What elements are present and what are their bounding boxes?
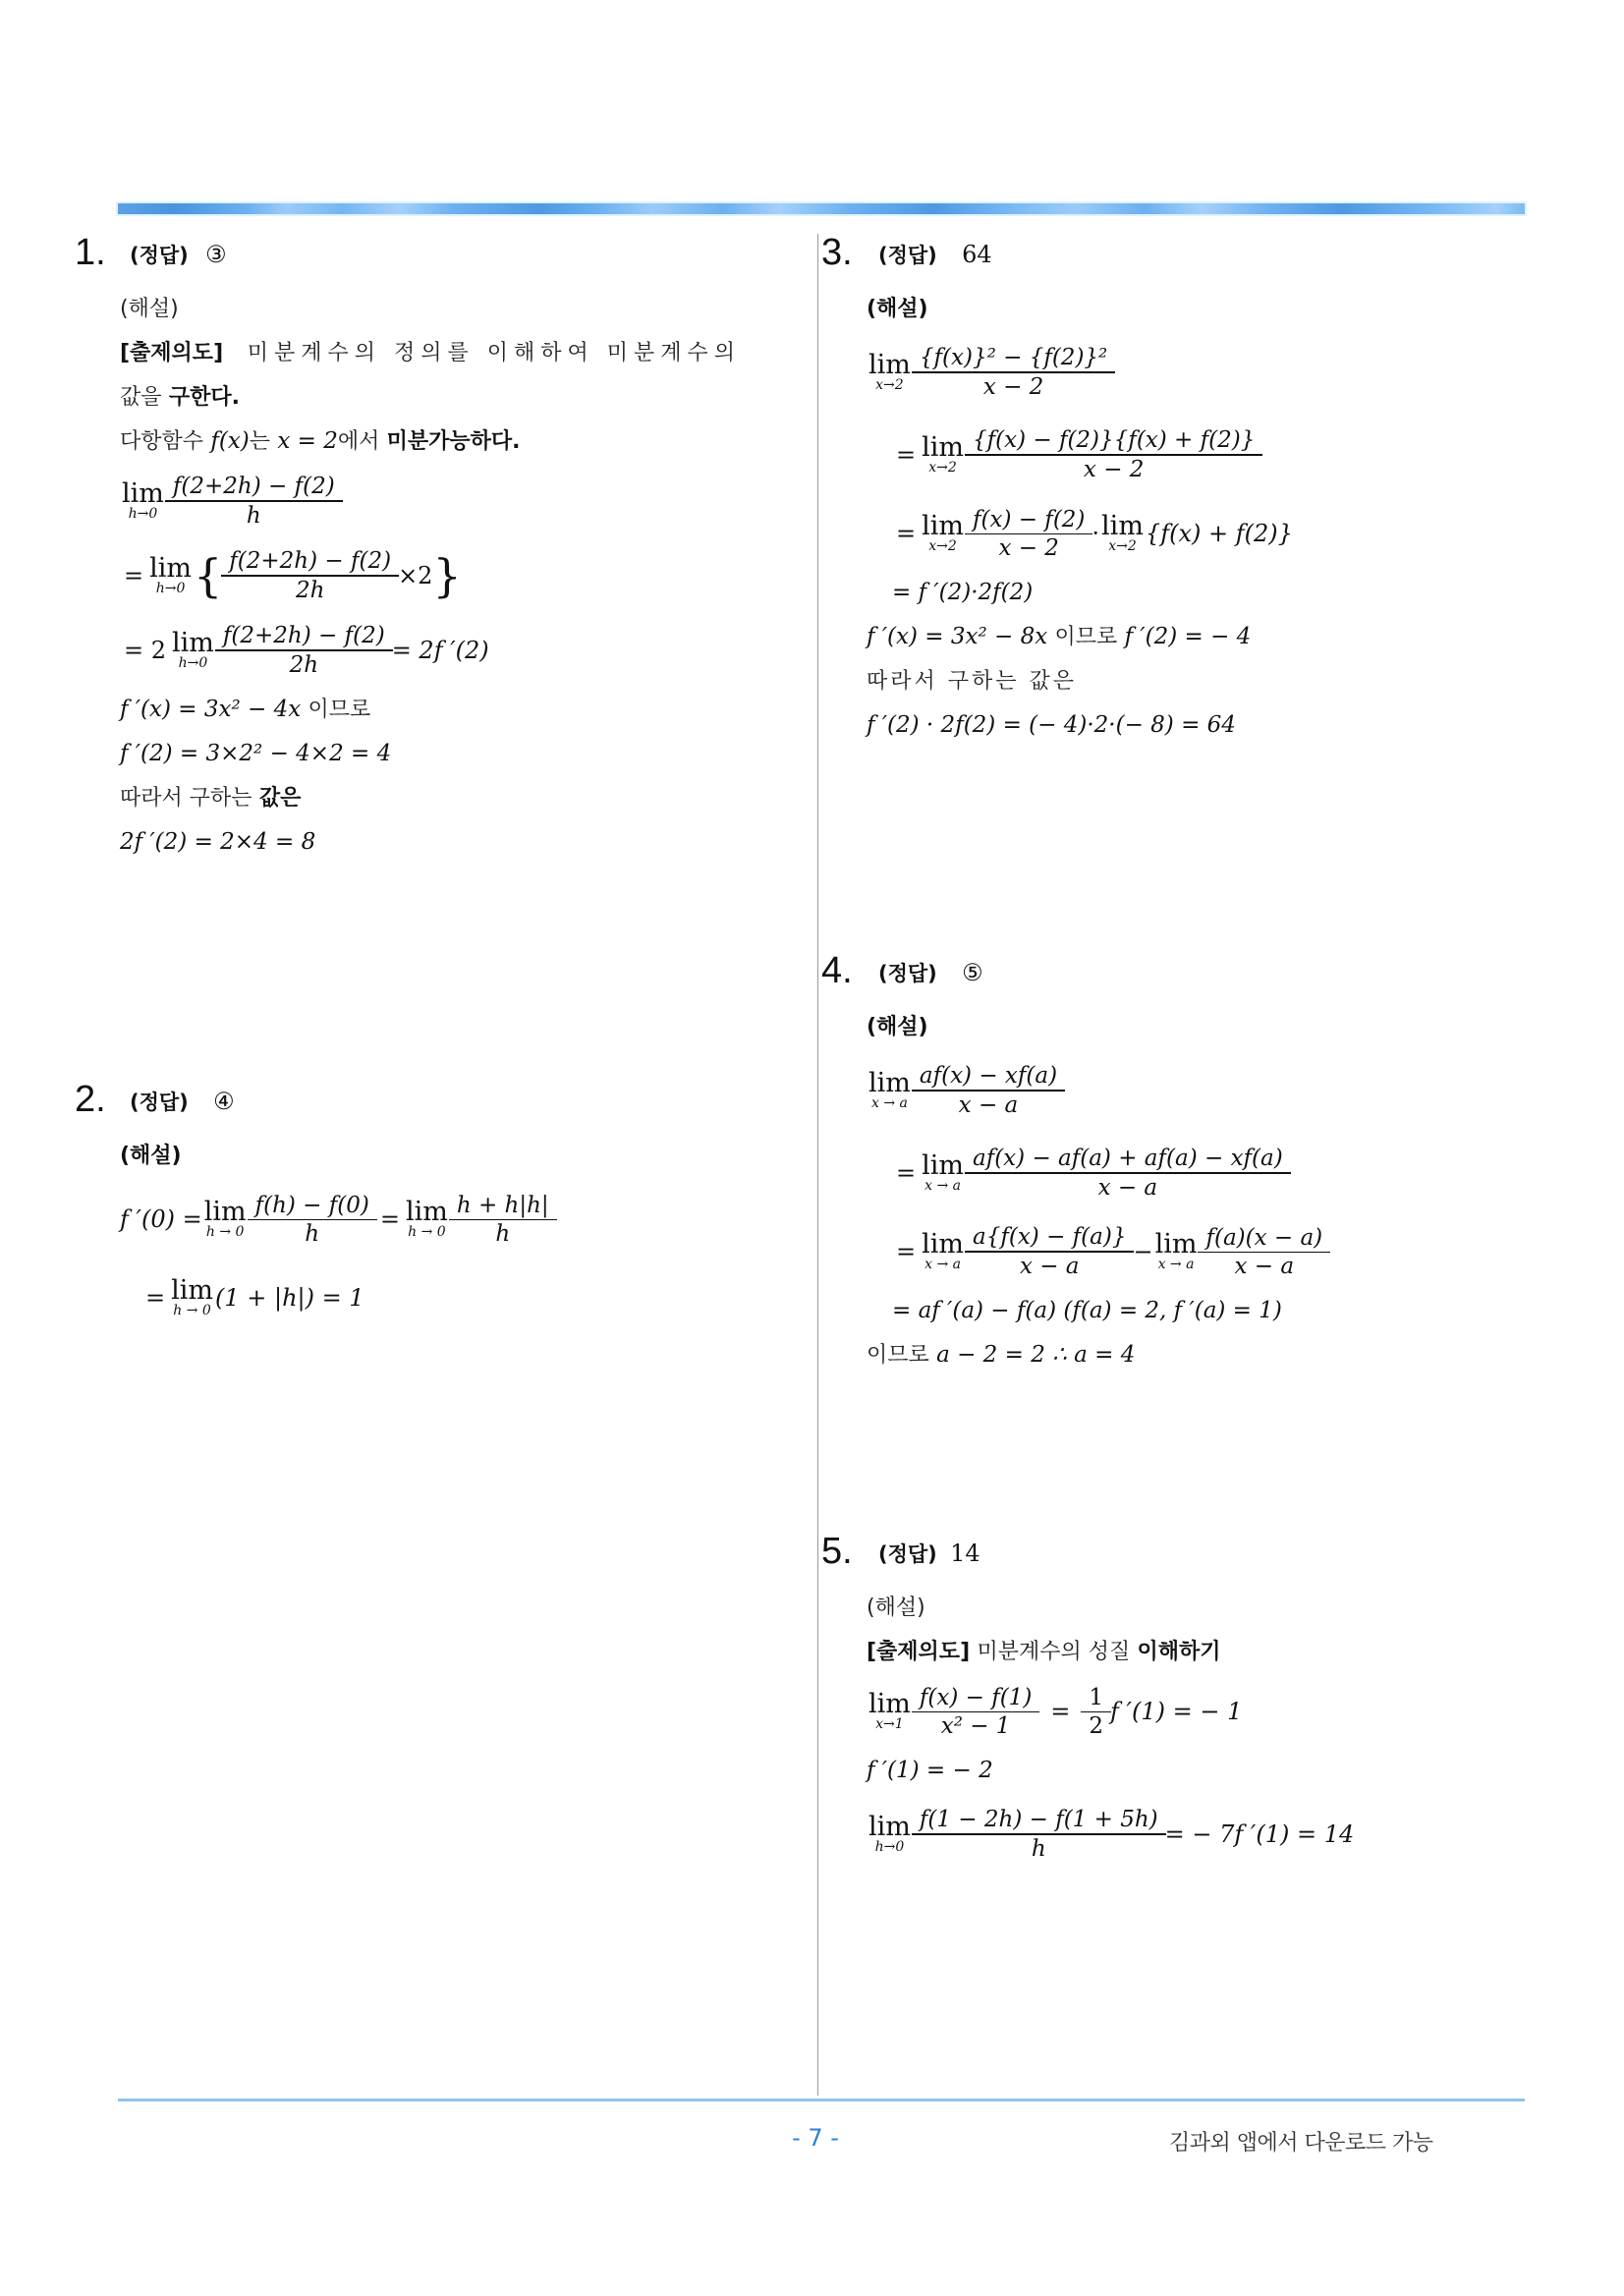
math: 2f ′(2) = 2×4 = 8	[120, 829, 316, 855]
lim: lim	[405, 1197, 448, 1227]
footer-line	[118, 2099, 1525, 2101]
result: = 2f ′(2)	[391, 636, 489, 664]
explanation-label: (해설)	[120, 1144, 182, 1168]
problem-number: 4.	[821, 950, 853, 991]
denominator: h	[165, 500, 343, 530]
math: f ′(x) = 3x² − 8x	[867, 624, 1048, 649]
explanation-label: (해설)	[867, 1596, 925, 1620]
lim-sub: x→2	[1108, 538, 1137, 554]
lim-sub: x→2	[928, 538, 957, 554]
intent-text: 미분계수의 성질	[977, 1640, 1131, 1664]
equation: = lim h→0 { $\frac{f(2+2h) - f(2)}{2h}$ ×2 }	[124, 548, 462, 603]
column-divider	[817, 234, 818, 2096]
lim-sub: x→2	[928, 460, 957, 476]
answer-label: (정답)	[130, 1091, 189, 1114]
multiplier: ×2	[398, 561, 433, 589]
math: f ′(1) = − 2	[867, 1758, 993, 1783]
denominator: 2	[1081, 1711, 1111, 1740]
lim: lim	[1101, 511, 1144, 541]
equation	[120, 1260, 556, 1335]
equation	[867, 331, 1293, 414]
numerator: f(a)(x − a)	[1205, 1224, 1323, 1251]
math: = f ′(2)·2f(2)	[892, 580, 1034, 605]
minus: −	[1133, 1237, 1153, 1265]
equation	[867, 496, 1293, 571]
lim: lim	[868, 350, 911, 380]
math: a − 2 = 2 ∴ a = 4	[936, 1342, 1136, 1368]
numerator: f(x) − f(1)	[919, 1684, 1033, 1710]
numerator: f(2+2h) − f(2)	[172, 474, 335, 499]
lim: lim	[1154, 1229, 1198, 1260]
equals: =	[379, 1204, 400, 1233]
result: (1 + |h|) = 1	[214, 1283, 364, 1312]
equation	[867, 1793, 1354, 1876]
answer-line	[878, 1539, 980, 1568]
numerator: {f(x)}² − {f(2)}²	[919, 345, 1108, 370]
lim: lim	[149, 553, 192, 584]
answer-line	[878, 240, 992, 269]
lim-sub: x→2	[875, 377, 904, 393]
explanation-label: (해설)	[120, 297, 179, 321]
lim: lim	[172, 628, 214, 658]
explanation	[867, 1005, 1329, 1377]
equation	[867, 1214, 1329, 1289]
equation	[867, 1049, 1329, 1132]
intent-text-2-bold: 구한다.	[168, 385, 240, 410]
lim: lim	[171, 1275, 213, 1306]
text: 따라서 구하는	[120, 786, 252, 811]
denominator: x − a	[965, 1172, 1291, 1202]
lim: lim	[203, 1197, 247, 1227]
answer-line	[130, 240, 227, 269]
denominator: x − 2	[965, 533, 1092, 562]
lim: lim	[922, 432, 964, 463]
numerator: af(x) − xf(a)	[919, 1063, 1058, 1089]
denominator: h	[912, 1833, 1166, 1863]
text: 에서	[337, 429, 380, 454]
text: 이므로	[1054, 625, 1118, 649]
lim: lim	[922, 1150, 964, 1181]
explanation-label: (해설)	[867, 297, 928, 321]
equals: =	[1050, 1697, 1071, 1725]
intent-label: [출제의도]	[120, 341, 224, 365]
lim-sub: h→0	[128, 506, 158, 522]
text: 이므로	[867, 1343, 929, 1368]
lim-sub: h → 0	[205, 1224, 245, 1240]
explanation	[867, 1586, 1354, 1876]
equals: =	[896, 1158, 917, 1187]
explanation	[867, 287, 1293, 748]
numerator: f(2+2h) − f(2)	[229, 548, 392, 574]
denominator: x − a	[912, 1090, 1065, 1119]
header-decorative-bar	[118, 203, 1525, 214]
lim: lim	[122, 478, 164, 509]
equation	[867, 414, 1293, 496]
denominator: x − 2	[965, 454, 1262, 483]
lim-sub: h → 0	[173, 1303, 211, 1318]
math: f ′(2) = − 4	[1124, 624, 1252, 649]
numerator: a{f(x) − f(a)}	[972, 1224, 1127, 1250]
equals: =	[896, 440, 917, 469]
lim: lim	[868, 1689, 911, 1719]
equals: =	[145, 1283, 166, 1312]
math: f(x)	[210, 428, 250, 454]
numerator: 1	[1089, 1684, 1104, 1710]
text: 이므로	[308, 698, 371, 722]
lim: lim	[922, 511, 964, 541]
result: = − 7f ′(1) = 14	[1164, 1820, 1355, 1848]
problem-number: 1.	[75, 232, 106, 273]
lim-sub: h→0	[178, 655, 208, 671]
text: 다항함수	[120, 429, 204, 454]
math: = af ′(a) − f(a) (f(a) = 2, f ′(a) = 1)	[892, 1298, 1282, 1323]
denominator: h	[248, 1219, 377, 1248]
answer-value: 14	[950, 1540, 980, 1567]
answer-value: ③	[205, 241, 227, 268]
equation	[120, 1178, 556, 1260]
lim-sub: h→0	[155, 581, 186, 596]
lim-sub: x → a	[924, 1178, 961, 1194]
math: x = 2	[277, 428, 338, 454]
lhs: f ′(0) =	[120, 1204, 202, 1233]
explanation	[120, 1134, 556, 1335]
answer-label: (정답)	[130, 244, 189, 267]
lim-sub: x→1	[875, 1716, 904, 1732]
answer-label: (정답)	[878, 244, 937, 267]
answer-value: ④	[213, 1088, 235, 1115]
lim-sub: x → a	[924, 1257, 961, 1272]
lim: lim	[868, 1068, 911, 1098]
page-number: - 7 -	[792, 2124, 839, 2152]
equation	[867, 1132, 1329, 1214]
denominator: x − a	[965, 1251, 1134, 1280]
bold-text: 미분가능하다.	[386, 429, 521, 454]
explanation-label: (해설)	[867, 1015, 928, 1039]
result: f ′(1) = − 1	[1110, 1697, 1243, 1725]
lim-sub: h→0	[874, 1839, 905, 1855]
equation	[867, 1674, 1354, 1749]
answer-label: (정답)	[878, 1542, 937, 1566]
dot: ·	[1092, 519, 1100, 547]
lim-sub: x → a	[1157, 1257, 1195, 1272]
math: f ′(x) = 3x² − 4x	[120, 697, 302, 722]
denominator: 2h	[221, 575, 399, 604]
denominator: x − 2	[912, 371, 1115, 401]
equals: =	[896, 1237, 917, 1265]
numerator: {f(x) − f(2)}{f(x) + f(2)}	[972, 427, 1256, 453]
explanation	[120, 287, 741, 865]
intent-label: [출제의도]	[867, 1640, 971, 1664]
footer-note: 김과외 앱에서 다운로드 가능	[1169, 2131, 1433, 2156]
numerator: f(x) − f(2)	[972, 506, 1086, 532]
intent-bold: 이해하기	[1137, 1640, 1221, 1664]
text: 는	[249, 429, 271, 454]
numerator: f(1 − 2h) − f(1 + 5h)	[919, 1807, 1158, 1832]
numerator: f(2+2h) − f(2)	[222, 623, 385, 648]
denominator: x − a	[1198, 1252, 1330, 1280]
term: {f(x) + f(2)}	[1145, 519, 1293, 547]
equals: =	[124, 561, 144, 589]
text: 따라서 구하는 값은	[867, 669, 1078, 694]
bold-text: 값은	[258, 786, 302, 811]
numerator: h + h|h|	[456, 1192, 549, 1218]
lim-sub: h → 0	[408, 1224, 446, 1240]
math: f ′(2) · 2f(2) = (− 4)·2·(− 8) = 64	[867, 712, 1236, 738]
denominator: h	[449, 1219, 557, 1248]
lim: lim	[868, 1812, 911, 1842]
denominator: 2h	[215, 649, 393, 679]
problem-number: 5.	[821, 1531, 853, 1572]
answer-value: 64	[962, 241, 992, 268]
problem-number: 2.	[75, 1079, 106, 1120]
answer-label: (정답)	[878, 962, 937, 985]
math: f ′(2) = 3×2² − 4×2 = 4	[120, 741, 392, 766]
lim: lim	[922, 1229, 964, 1260]
intent-text: 미분계수의 정의를 이해하여 미분계수의	[247, 341, 742, 365]
numerator: f(h) − f(0)	[254, 1192, 369, 1218]
problem-number: 3.	[821, 232, 853, 273]
equals: =	[896, 519, 917, 547]
lim-sub: x → a	[871, 1095, 908, 1111]
denominator: x² − 1	[912, 1711, 1039, 1740]
numerator: af(x) − af(a) + af(a) − xf(a)	[972, 1146, 1283, 1171]
prefix: = 2	[124, 636, 167, 664]
equation	[120, 464, 741, 538]
equation	[120, 613, 741, 688]
answer-line	[878, 958, 983, 987]
answer-line	[130, 1087, 235, 1116]
answer-value: ⑤	[962, 959, 983, 986]
intent-text-2: 값을	[120, 385, 162, 410]
